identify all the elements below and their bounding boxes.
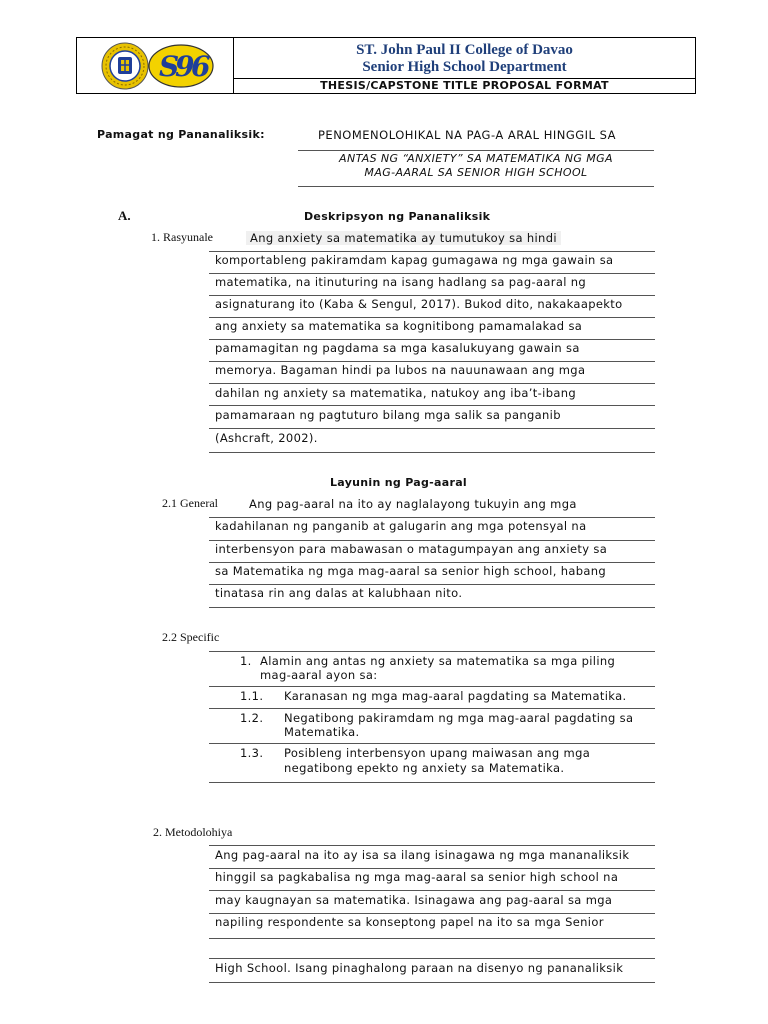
metodolohiya-line: Ang pag-aaral na ito ay isa sa ilang isinagawa ng mga mananaliksik	[215, 848, 630, 862]
rasyunale-line: pamamagitan ng pagdama sa mga kasalukuyang gawain sa	[215, 341, 580, 355]
section-letter: A.	[118, 208, 131, 223]
general-line: tinatasa rin ang dalas at kalubhaan nito.	[215, 586, 463, 600]
rasyunale-line: ang anxiety sa matematika sa kognitibong pamamalakad sa	[215, 319, 583, 333]
rasyunale-line: dahilan ng anxiety sa matematika, natukoy ang iba’t-ibang	[215, 386, 577, 400]
metodolohiya-rule	[209, 913, 655, 914]
general-line: Ang pag-aaral na ito ay naglalayong tukuyin ang mga	[249, 497, 577, 511]
school-name: ST. John Paul II College of Davao	[356, 42, 573, 58]
department-name: Senior High School Department	[362, 59, 567, 75]
rasyunale-rule	[209, 452, 655, 453]
specific-rule	[209, 743, 655, 744]
rasyunale-rule	[209, 295, 655, 296]
specific-item-line: Posibleng interbensyon upang maiwasan ang mga	[284, 746, 591, 760]
metodolohiya-line: hinggil sa pagkabalisa ng mga mag-aaral sa senior high school na	[215, 870, 619, 884]
specific-main-num: 1.	[240, 654, 252, 668]
layunin-heading: Layunin ng Pag-aaral	[330, 476, 467, 489]
rasyunale-label: 1. Rasyunale	[151, 230, 213, 244]
metodolohiya-rule	[209, 982, 655, 983]
rasyunale-rule	[209, 273, 655, 274]
rasyunale-line: (Ashcraft, 2002).	[215, 431, 318, 445]
title-line-1: PENOMENOLOHIKAL NA PAG-A ARAL HINGGIL SA	[318, 128, 616, 142]
metodolohiya-label: 2. Metodolohiya	[153, 825, 233, 839]
specific-item-num: 1.2.	[240, 711, 264, 725]
specific-main-line: mag-aaral ayon sa:	[260, 668, 378, 682]
general-rule	[209, 562, 655, 563]
general-line: kadahilanan ng panganib at galugarin ang mga potensyal na	[215, 519, 587, 533]
rasyunale-rule	[209, 405, 655, 406]
title-rule-1	[298, 150, 654, 151]
specific-item-line: Negatibong pakiramdam ng mga mag-aaral pagdating sa	[284, 711, 634, 725]
general-rule	[209, 540, 655, 541]
specific-main-line: Alamin ang antas ng anxiety sa matematika sa mga piling	[260, 654, 616, 668]
general-label: 2.1 General	[162, 496, 218, 510]
rasyunale-rule	[209, 339, 655, 340]
title-line-2: ANTAS NG “ANXIETY” SA MATEMATIKA NG MGA	[339, 152, 613, 165]
logo-cell	[77, 38, 234, 93]
specific-item-line: Karanasan ng mga mag-aaral pagdating sa Matematika.	[284, 689, 627, 703]
header-table	[76, 37, 696, 94]
rasyunale-line: pamamaraan ng pagtuturo bilang mga salik sa panganib	[215, 408, 561, 422]
rasyunale-line: komportableng pakiramdam kapag gumagawa ng mga gawain sa	[215, 253, 614, 267]
svg-text:S: S	[159, 50, 180, 83]
rasyunale-rule	[209, 251, 655, 252]
svg-text:6: 6	[191, 50, 211, 83]
specific-item-line: Matematika.	[284, 725, 360, 739]
rasyunale-line: asignaturang ito (Kaba & Sengul, 2017). Bukod dito, nakakaapekto	[215, 297, 623, 311]
specific-item-num: 1.3.	[240, 746, 264, 760]
metodolohiya-line: High School. Isang pinaghalong paraan na disenyo ng pananaliksik	[215, 961, 624, 975]
metodolohiya-rule	[209, 958, 655, 959]
specific-rule	[209, 651, 655, 652]
school-logo-icon	[97, 42, 217, 90]
specific-rule	[209, 686, 655, 687]
metodolohiya-rule	[209, 868, 655, 869]
metodolohiya-line: napiling respondente sa konseptong papel na ito sa mga Senior	[215, 915, 604, 929]
rasyunale-rule	[209, 383, 655, 384]
metodolohiya-rule	[209, 938, 655, 939]
general-line: sa Matematika ng mga mag-aaral sa senior high school, habang	[215, 564, 607, 578]
rasyunale-line: Ang anxiety sa matematika ay tumutukoy sa hindi	[246, 231, 561, 245]
title-rule-2	[298, 186, 654, 187]
general-rule	[209, 517, 655, 518]
rasyunale-rule	[209, 428, 655, 429]
rasyunale-rule	[209, 361, 655, 362]
title-label: Pamagat ng Pananaliksik:	[97, 128, 265, 141]
specific-rule	[209, 782, 655, 783]
general-rule	[209, 584, 655, 585]
specific-rule	[209, 708, 655, 709]
title-line-3: MAG-AARAL SA SENIOR HIGH SCHOOL	[364, 166, 588, 179]
metodolohiya-rule	[209, 890, 655, 891]
svg-text:9: 9	[175, 50, 195, 83]
section-heading: Deskripsyon ng Pananaliksik	[304, 210, 491, 223]
specific-item-line: negatibong epekto ng anxiety sa Matematika.	[284, 761, 565, 775]
rasyunale-rule	[209, 317, 655, 318]
general-rule	[209, 607, 655, 608]
metodolohiya-line: may kaugnayan sa matematika. Isinagawa ang pag-aaral sa mga	[215, 893, 613, 907]
form-title: THESIS/CAPSTONE TITLE PROPOSAL FORMAT	[320, 79, 609, 92]
rasyunale-line: memorya. Bagaman hindi pa lubos na nauunawaan ang mga	[215, 363, 586, 377]
rasyunale-line: matematika, na itinuturing na isang hadlang sa pag-aaral ng	[215, 275, 587, 289]
metodolohiya-rule	[209, 845, 655, 846]
specific-item-num: 1.1.	[240, 689, 264, 703]
specific-label: 2.2 Specific	[162, 630, 220, 644]
general-line: interbensyon para mabawasan o matagumpayan ang anxiety sa	[215, 542, 608, 556]
